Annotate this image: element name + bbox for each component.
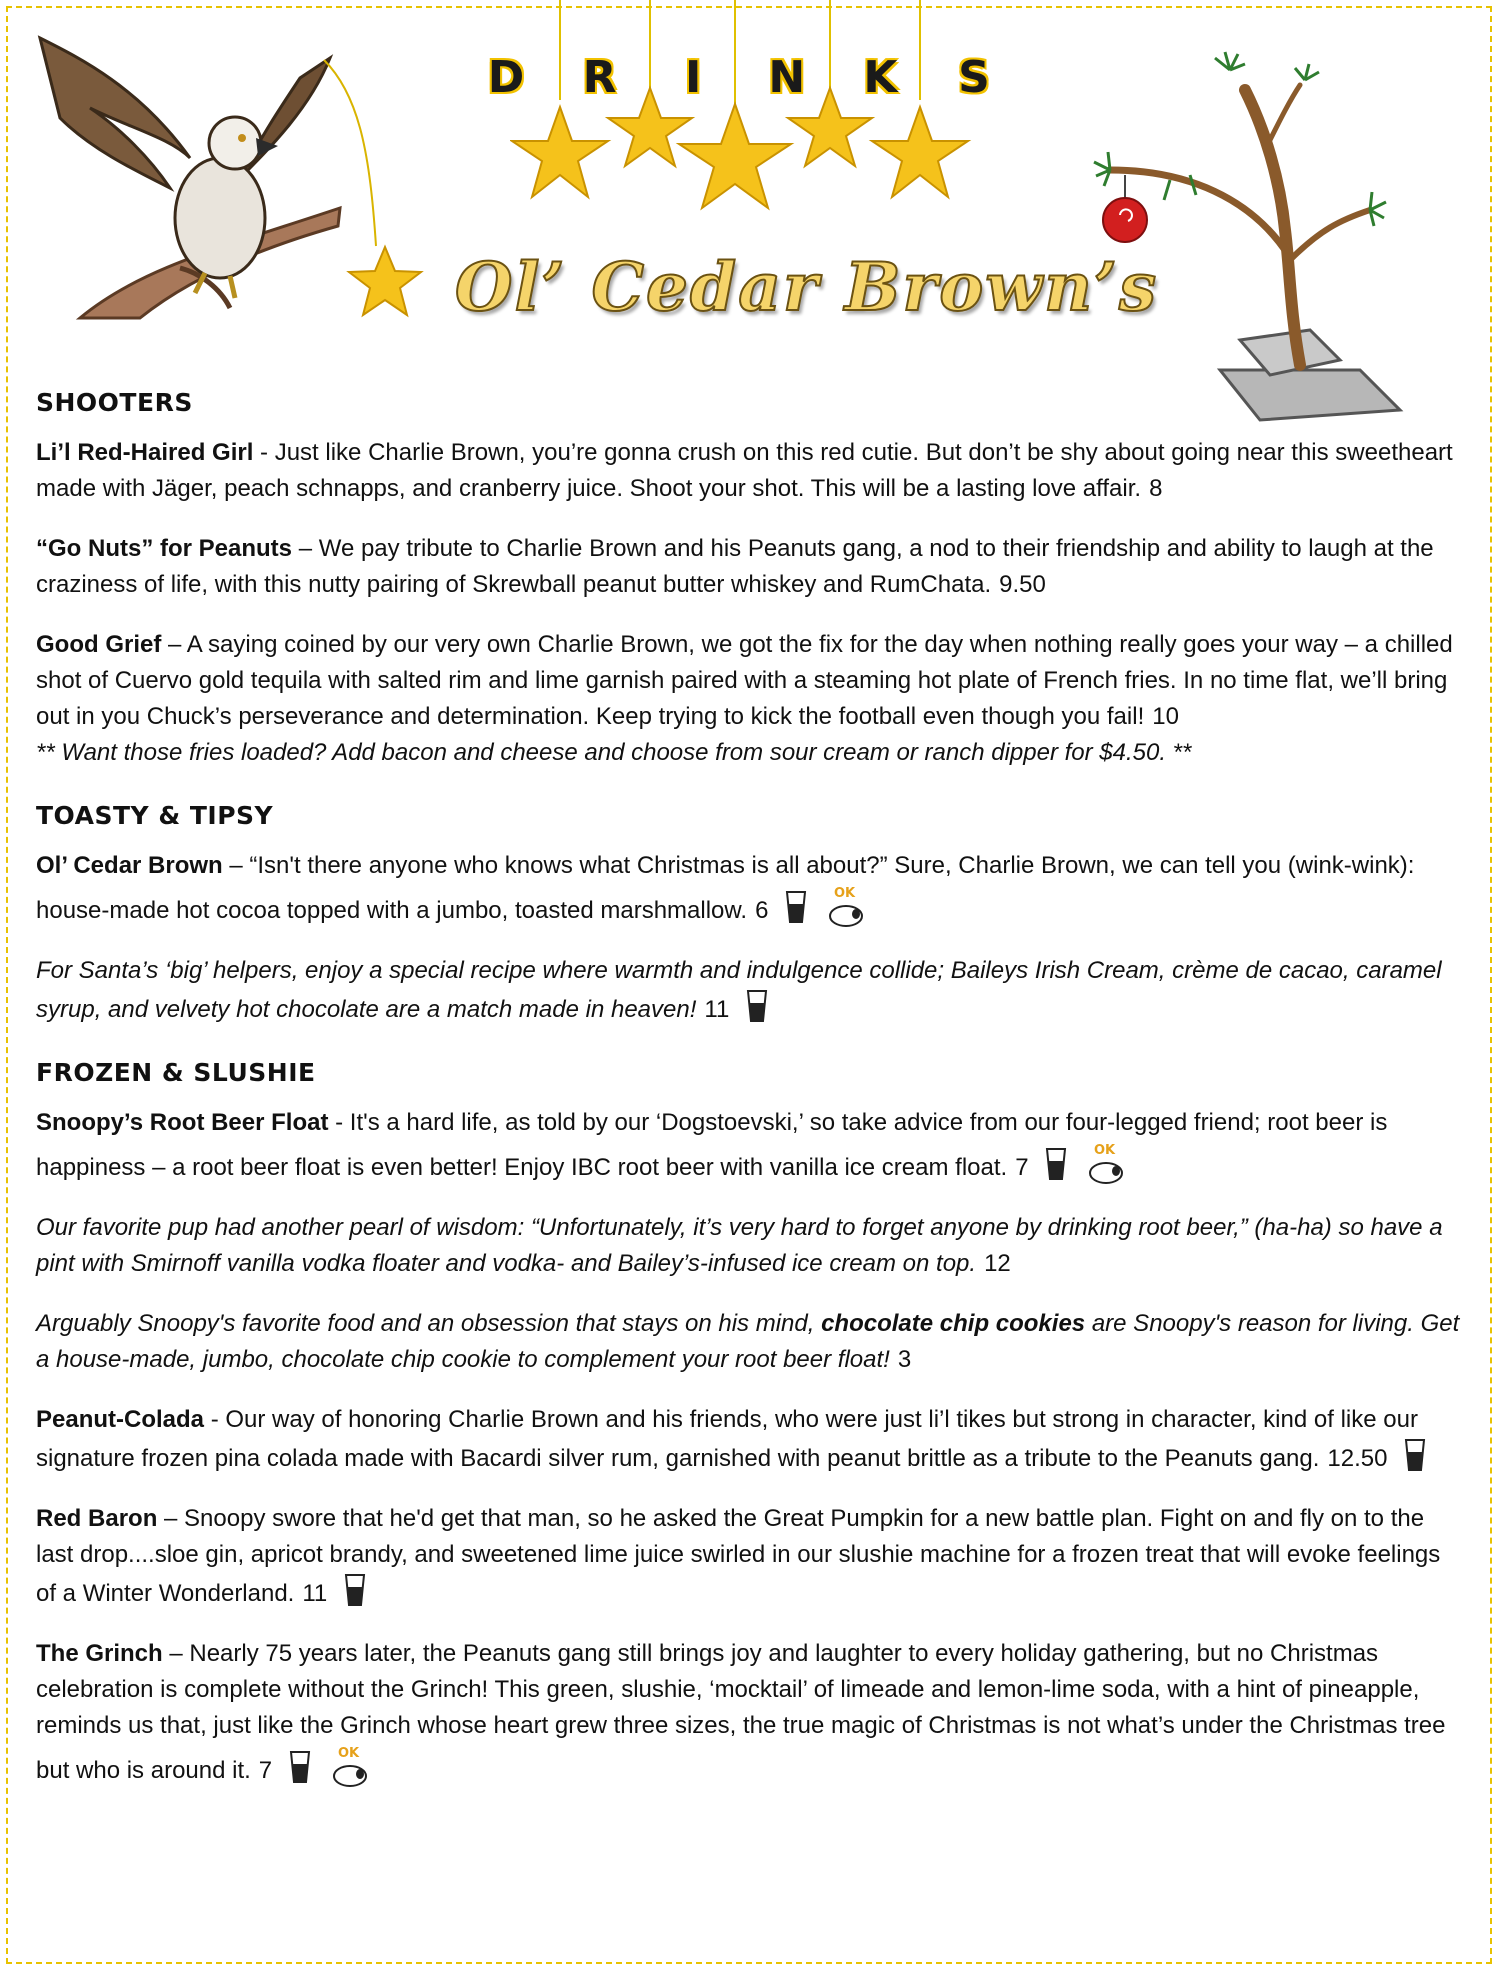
item-name: Red Baron bbox=[36, 1505, 158, 1532]
eagle-illustration bbox=[20, 18, 360, 358]
item-price: 11 bbox=[302, 1580, 328, 1607]
snoopy-ok-icon bbox=[1086, 1141, 1126, 1185]
separator: – bbox=[161, 631, 187, 658]
item-price: 7 bbox=[1015, 1154, 1029, 1181]
item-price: 12.50 bbox=[1327, 1445, 1388, 1472]
menu-item bbox=[36, 1402, 1466, 1477]
separator: - bbox=[328, 1109, 350, 1136]
separator: - bbox=[204, 1406, 226, 1433]
separator: – bbox=[157, 1505, 185, 1532]
section-title: SHOOTERS bbox=[36, 388, 193, 417]
item-price: 10 bbox=[1152, 703, 1179, 730]
snoopy-ok-icon bbox=[826, 884, 866, 928]
menu-item bbox=[36, 435, 1466, 507]
separator: – bbox=[292, 535, 319, 562]
hanging-stars bbox=[510, 0, 980, 230]
pint-glass-icon bbox=[1045, 1147, 1067, 1181]
item-emphasis: chocolate chip cookies bbox=[821, 1310, 1086, 1337]
menu-item bbox=[36, 1210, 1466, 1282]
item-price: 7 bbox=[258, 1757, 273, 1784]
item-description: We pay tribute to Charlie Brown and his Peanuts gang, a nod to their friendship and ability to laugh at the craziness of life, with this nutty pairing of Skrewball peanut butter whiskey and RumChata. bbox=[36, 535, 1434, 598]
item-price: 3 bbox=[897, 1346, 912, 1373]
drinks-letter: D bbox=[487, 52, 525, 103]
item-description: Snoopy swore that he'd get that man, so he asked the Great Pumpkin for a new battle plan. Fight on and fly on to the last drop....sloe gin, apricot brandy, and sweetened lime juice swirled in our slushie machine for a frozen treat that will evoke feelings of a Winter Wonderland. bbox=[36, 1505, 1441, 1607]
pint-glass-icon bbox=[344, 1573, 366, 1607]
menu-item bbox=[36, 1501, 1466, 1612]
section-title: FROZEN & SLUSHIE bbox=[36, 1058, 316, 1087]
menu-item bbox=[36, 1105, 1466, 1186]
menu-item bbox=[36, 531, 1466, 603]
section-frozen bbox=[36, 1058, 1466, 1789]
gold-star-icon bbox=[345, 243, 425, 323]
menu-item bbox=[36, 848, 1466, 929]
item-price: 6 bbox=[755, 897, 769, 924]
svg-text:OK: OK bbox=[337, 1746, 359, 1761]
item-price: 11 bbox=[704, 996, 730, 1023]
menu-header bbox=[0, 0, 1500, 400]
item-name: The Grinch bbox=[36, 1640, 163, 1667]
menu-content bbox=[36, 388, 1466, 1813]
section-title: TOASTY & TIPSY bbox=[36, 801, 274, 830]
item-name: Peanut-Colada bbox=[36, 1406, 205, 1433]
drinks-letter: I bbox=[685, 52, 702, 103]
item-name: Snoopy’s Root Beer Float bbox=[36, 1109, 329, 1136]
item-note: ** Want those fries loaded? Add bacon and cheese and choose from sour cream or ranch dipper for $4.50. ** bbox=[36, 739, 1192, 766]
menu-item bbox=[36, 953, 1466, 1028]
drinks-letter: K bbox=[863, 52, 898, 103]
pint-glass-icon bbox=[289, 1750, 311, 1784]
svg-text:OK: OK bbox=[833, 886, 855, 901]
item-name: “Go Nuts” for Peanuts bbox=[36, 535, 293, 562]
item-price: 12 bbox=[984, 1250, 1011, 1277]
item-description: Nearly 75 years later, the Peanuts gang still brings joy and laughter to every holiday gathering, but no Christmas celebration is complete without the Grinch! This green, slushie, ‘mocktail’ of limeade and lemon-lime soda, with a hint of pineapple, reminds us that, just like the Grinch whose heart grew three sizes, the true magic of Christmas is not what’s under the Christmas tree but who is around it. bbox=[36, 1640, 1446, 1784]
menu-item bbox=[36, 1636, 1466, 1789]
svg-text:OK: OK bbox=[1093, 1143, 1116, 1158]
snoopy-ok-icon bbox=[330, 1744, 370, 1788]
item-description: are Snoopy's reason for living. Get a house-made, jumbo, chocolate chip cookie to complement your root beer float! bbox=[36, 1310, 1460, 1373]
ornament-string bbox=[320, 56, 400, 256]
drinks-letter: N bbox=[768, 52, 806, 103]
pint-glass-icon bbox=[1404, 1438, 1426, 1472]
item-description: Just like Charlie Brown, you’re gonna crush on this red cutie. But don’t be shy about going near this sweetheart made with Jäger, peach schnapps, and cranberry juice. Shoot your shot. This will be a lasting love affair. bbox=[36, 439, 1453, 502]
pint-glass-icon bbox=[746, 989, 768, 1023]
item-description: For Santa’s ‘big’ helpers, enjoy a special recipe where warmth and indulgence collide; Baileys Irish Cream, crème de cacao, caramel syrup, and velvety hot chocolate are a match made in heaven! bbox=[36, 957, 1442, 1023]
item-description: It's a hard life, as told by our ‘Dogstoevski,’ so take advice from our four-legged friend; root beer is happiness – a root beer float is even better! Enjoy IBC root beer with vanilla ice cream float. bbox=[36, 1109, 1388, 1181]
brand-title: Ol’ Cedar Brown’s bbox=[455, 248, 1159, 326]
item-name: Ol’ Cedar Brown bbox=[36, 852, 223, 879]
drinks-title bbox=[480, 52, 1000, 103]
item-price: 8 bbox=[1149, 475, 1163, 502]
item-description: Our way of honoring Charlie Brown and his friends, who were just li’l tikes but strong in character, kind of like our signature frozen pina colada made with Bacardi silver rum, garnished with peanut brittle as a tribute to the Peanuts gang. bbox=[36, 1406, 1418, 1472]
menu-item bbox=[36, 1306, 1466, 1378]
item-description: Our favorite pup had another pearl of wisdom: “Unfortunately, it’s very hard to forget anyone by drinking root beer,” (ha-ha) so have a pint with Smirnoff vanilla vodka floater and vodka- and Bailey’s-infused ice cream on top. bbox=[36, 1214, 1443, 1277]
separator: – bbox=[222, 852, 250, 879]
item-price: 9.50 bbox=[999, 571, 1046, 598]
item-name: Li’l Red-Haired Girl bbox=[36, 439, 254, 466]
item-description: A saying coined by our very own Charlie Brown, we got the fix for the day when nothing really goes your way – a chilled shot of Cuervo gold tequila with salted rim and lime garnish paired with a steaming hot plate of French fries. In no time flat, we’ll bring out in you Chuck’s perseverance and determination. Keep trying to kick the football even though you fail! bbox=[36, 631, 1453, 730]
item-description: “Isn't there anyone who knows what Christmas is all about?” Sure, Charlie Brown, we can tell you (wink-wink): house-made hot cocoa topped with a jumbo, toasted marshmallow. bbox=[36, 852, 1415, 924]
menu-item bbox=[36, 627, 1466, 771]
section-toasty bbox=[36, 801, 1466, 1028]
item-description: Arguably Snoopy's favorite food and an obsession that stays on his mind, bbox=[36, 1310, 822, 1337]
pint-glass-icon bbox=[785, 890, 807, 924]
drinks-letter: S bbox=[958, 52, 990, 103]
section-shooters bbox=[36, 388, 1466, 771]
separator: - bbox=[253, 439, 275, 466]
item-name: Good Grief bbox=[36, 631, 162, 658]
drinks-letter: R bbox=[582, 52, 617, 103]
separator: – bbox=[162, 1640, 190, 1667]
